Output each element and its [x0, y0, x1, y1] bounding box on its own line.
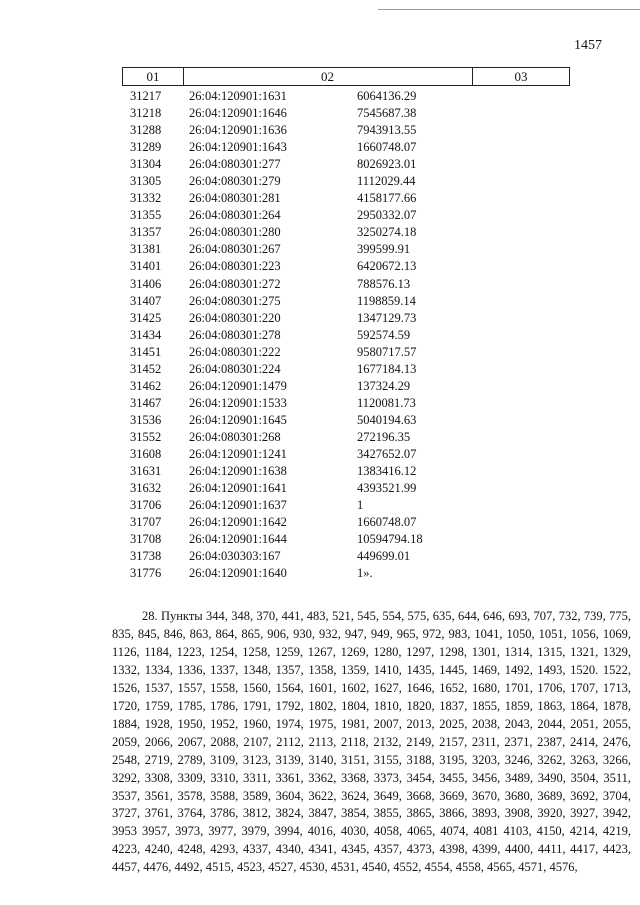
cadastral-number-cell: 26:04:120901:1479 — [189, 378, 287, 393]
cadastral-number-cell: 26:04:080301:279 — [189, 174, 281, 189]
cadastral-number-cell: 26:04:120901:1646 — [189, 106, 287, 121]
table-row — [120, 310, 580, 327]
table-row — [120, 395, 580, 412]
row-id-cell: 31608 — [130, 446, 162, 461]
value-cell: 1660748.07 — [357, 515, 417, 530]
row-id-cell: 31452 — [130, 361, 162, 376]
row-id-cell: 31332 — [130, 191, 162, 206]
row-id-cell: 31467 — [130, 395, 162, 410]
table-row — [120, 378, 580, 395]
row-id-cell: 31776 — [130, 566, 162, 581]
cadastral-number-cell: 26:04:120901:1631 — [189, 89, 287, 103]
value-cell: 7943913.55 — [357, 123, 417, 138]
value-cell: 6064136.29 — [357, 89, 417, 103]
value-cell: 399599.91 — [357, 242, 411, 257]
value-cell: 10594794.18 — [357, 532, 423, 547]
table-row — [120, 258, 580, 275]
cadastral-number-cell: 26:04:080301:264 — [189, 208, 281, 223]
table-body — [120, 88, 580, 582]
table-row — [120, 88, 580, 105]
value-cell: 9580717.57 — [357, 344, 417, 359]
row-id-cell: 31406 — [130, 276, 162, 291]
row-id-cell: 31357 — [130, 225, 162, 240]
table-row — [120, 548, 580, 565]
column-header-02: 02 — [183, 68, 473, 85]
cadastral-number-cell: 26:04:080301:280 — [189, 225, 281, 240]
cadastral-number-cell: 26:04:120901:1636 — [189, 123, 287, 138]
cadastral-number-cell: 26:04:120901:1643 — [189, 140, 287, 155]
cadastral-number-cell: 26:04:080301:267 — [189, 242, 281, 257]
table-row — [120, 463, 580, 480]
row-id-cell: 31462 — [130, 378, 162, 393]
value-cell: 1383416.12 — [357, 464, 417, 479]
value-cell: 272196.35 — [357, 429, 411, 444]
top-rule — [378, 9, 640, 10]
table-row — [120, 429, 580, 446]
column-header-03: 03 — [514, 69, 528, 84]
row-id-cell: 31217 — [130, 89, 162, 103]
table-header — [122, 67, 570, 86]
table-row — [120, 344, 580, 361]
cadastral-number-cell: 26:04:080301:220 — [189, 310, 281, 325]
cadastral-number-cell: 26:04:120901:1645 — [189, 412, 287, 427]
cadastral-number-cell: 26:04:120901:1640 — [189, 566, 287, 581]
table-row — [120, 446, 580, 463]
value-cell: 1120081.73 — [357, 395, 416, 410]
row-id-cell: 31738 — [130, 549, 162, 564]
cadastral-number-cell: 26:04:120901:1637 — [189, 498, 287, 513]
table-row — [120, 224, 580, 241]
table-row — [120, 293, 580, 310]
column-header-01: 01 — [123, 68, 184, 85]
table-row — [120, 361, 580, 378]
cadastral-number-cell: 26:04:080301:278 — [189, 327, 281, 342]
table-row — [120, 105, 580, 122]
cadastral-number-cell: 26:04:120901:1533 — [189, 395, 287, 410]
value-cell: 4158177.66 — [357, 191, 417, 206]
paragraph-28: 28. Пункты 344, 348, 370, 441, 483, 521, 545, 554, 575, 635, 644, 646, 693, 707, 732, 739, 775, 835, 845, 846, 863, 864, 865, 906, 930, 932, 947, 949, 965, 972, 983, 1041, 1050, 1051, 1056, 1069, 1126, 1184, 1223, 1254, 1258, 1259, 1267, 1269, 1280, 1297, 1298, 1301, 1314, 1315, 1321, 1329, 1332, 1334, 1336, 1337, 1348, 1357, 1358, 1359, 1410, 1435, 1445, 1469, 1492, 1493, 1520. 1522, 1526, 1537, 1557, 1558, 1560, 1564, 1601, 1602, 1627, 1646, 1652, 1680, 1701, 1706, 1707, 1713, 1720, 1759, 1785, 1786, 1791, 1792, 1802, 1804, 1810, 1820, 1837, 1855, 1859, 1863, 1864, 1878, 1884, 1928, 1950, 1952, 1960, 1974, 1975, 1981, 2007, 2013, 2025, 2038, 2043, 2044, 2051, 2055, 2059, 2066, 2067, 2088, 2107, 2112, 2113, 2118, 2132, 2149, 2157, 2311, 2371, 2387, 2414, 2476, 2548, 2719, 2789, 3109, 3123, 3139, 3140, 3151, 3155, 3188, 3195, 3203, 3246, 3262, 3263, 3266, 3292, 3308, 3309, 3310, 3311, 3361, 3362, 3368, 3373, 3454, 3455, 3456, 3489, 3490, 3504, 3511, 3537, 3561, 3578, 3588, 3589, 3604, 3622, 3624, 3649, 3668, 3669, 3670, 3680, 3689, 3692, 3704, 3727, 3761, 3764, 3786, 3812, 3824, 3847, 3854, 3855, 3865, 3866, 3893, 3908, 3920, 3927, 3942, 3953 3957, 3973, 3977, 3979, 3994, 4016, 4030, 4058, 4065, 4074, 4081 4103, 4150, 4214, 4219, 4223, 4240, 4248, 4293, 4337, 4340, 4341, 4345, 4357, 4373, 4398, 4399, 4400, 4411, 4417, 4423, 4457, 4476, 4492, 4515, 4523, 4527, 4530, 4531, 4540, 4552, 4554, 4558, 4565, 4571, 4576, — [112, 609, 631, 875]
value-cell: 1677184.13 — [357, 361, 417, 376]
table-row — [120, 173, 580, 190]
table-row — [120, 207, 580, 224]
row-id-cell: 31305 — [130, 174, 162, 189]
value-cell: 592574.59 — [357, 327, 411, 342]
cadastral-number-cell: 26:04:080301:281 — [189, 191, 281, 206]
cadastral-number-cell: 26:04:080301:275 — [189, 293, 281, 308]
table-row — [120, 565, 580, 582]
value-cell: 3250274.18 — [357, 225, 417, 240]
row-id-cell: 31425 — [130, 310, 162, 325]
table-row — [120, 122, 580, 139]
cadastral-number-cell: 26:04:120901:1641 — [189, 481, 287, 496]
value-cell: 4393521.99 — [357, 481, 417, 496]
cadastral-number-cell: 26:04:080301:272 — [189, 276, 281, 291]
value-cell: 1198859.14 — [357, 293, 416, 308]
cadastral-number-cell: 26:04:080301:268 — [189, 429, 281, 444]
value-cell: 2950332.07 — [357, 208, 417, 223]
value-cell: 5040194.63 — [357, 412, 417, 427]
value-cell: 6420672.13 — [357, 259, 417, 274]
row-id-cell: 31451 — [130, 344, 162, 359]
table-row — [120, 497, 580, 514]
cadastral-number-cell: 26:04:120901:1638 — [189, 464, 287, 479]
row-id-cell: 31706 — [130, 498, 162, 513]
row-id-cell: 31218 — [130, 106, 162, 121]
row-id-cell: 31355 — [130, 208, 162, 223]
value-cell: 137324.29 — [357, 378, 411, 393]
row-id-cell: 31631 — [130, 464, 162, 479]
row-id-cell: 31304 — [130, 157, 162, 172]
cadastral-number-cell: 26:04:030303:167 — [189, 549, 281, 564]
table-row — [120, 156, 580, 173]
row-id-cell: 31552 — [130, 429, 162, 444]
value-cell: 449699.01 — [357, 549, 411, 564]
row-id-cell: 31632 — [130, 481, 162, 496]
value-cell: 1660748.07 — [357, 140, 417, 155]
row-id-cell: 31289 — [130, 140, 162, 155]
table-row — [120, 480, 580, 497]
table-row — [120, 241, 580, 258]
cadastral-number-cell: 26:04:080301:222 — [189, 344, 281, 359]
value-cell: 3427652.07 — [357, 446, 417, 461]
row-id-cell: 31707 — [130, 515, 162, 530]
cadastral-number-cell: 26:04:080301:224 — [189, 361, 281, 376]
row-id-cell: 31381 — [130, 242, 162, 257]
value-cell: 1112029.44 — [357, 174, 416, 189]
table-row — [120, 139, 580, 156]
value-cell: 788576.13 — [357, 276, 411, 291]
cadastral-number-cell: 26:04:120901:1642 — [189, 515, 287, 530]
row-id-cell: 31401 — [130, 259, 162, 274]
row-id-cell: 31434 — [130, 327, 162, 342]
table-row — [120, 190, 580, 207]
row-id-cell: 31708 — [130, 532, 162, 547]
page-number: 1457 — [574, 38, 602, 53]
value-cell: 8026923.01 — [357, 157, 417, 172]
row-id-cell: 31288 — [130, 123, 162, 138]
cadastral-number-cell: 26:04:120901:1644 — [189, 532, 287, 547]
row-id-cell: 31536 — [130, 412, 162, 427]
table-row — [120, 514, 580, 531]
row-id-cell: 31407 — [130, 293, 162, 308]
value-cell: 1347129.73 — [357, 310, 417, 325]
table-row — [120, 531, 580, 548]
cadastral-number-cell: 26:04:080301:223 — [189, 259, 281, 274]
cadastral-number-cell: 26:04:120901:1241 — [189, 446, 287, 461]
table-row — [120, 412, 580, 429]
table-row — [120, 327, 580, 344]
table-row — [120, 276, 580, 293]
value-cell: 1 — [357, 498, 364, 513]
cadastral-number-cell: 26:04:080301:277 — [189, 157, 281, 172]
value-cell: 1». — [357, 566, 373, 581]
value-cell: 7545687.38 — [357, 106, 417, 121]
